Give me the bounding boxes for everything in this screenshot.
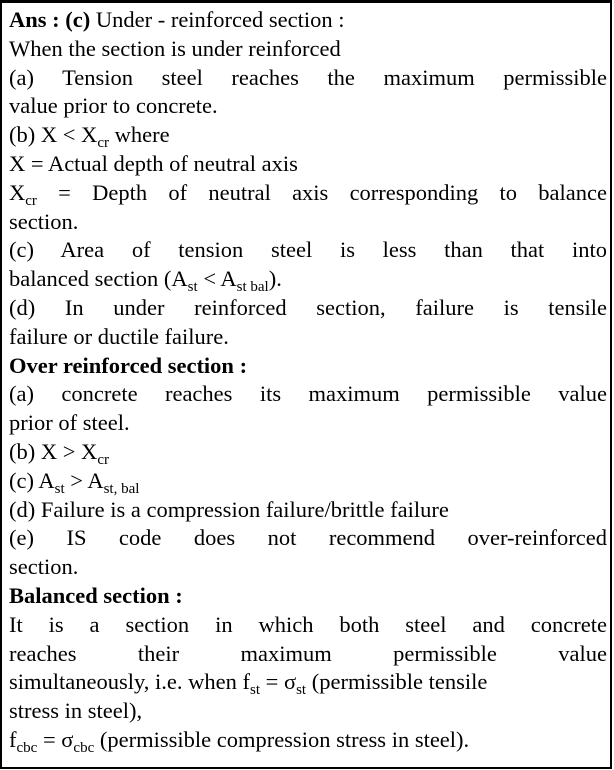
balanced-heading: Balanced section : (9, 582, 183, 608)
x-definition: X = Actual depth of neutral axis (9, 150, 298, 176)
over-a-line2: prior of steel. (9, 410, 130, 436)
balanced-line3: simultaneously, i.e. when $f_{st} = \sigma_{st}$ (permissible tensile (9, 669, 488, 699)
under-d-line2: failure or ductile failure. (9, 323, 229, 349)
balanced-line4: stress in steel), (9, 698, 143, 724)
under-b-line: (b) $X < X_{cr}$ where (9, 122, 170, 152)
balanced-line2: reaches their maximum permissible value (9, 640, 607, 666)
over-b-line: (b) $X > X_{cr}$ (9, 438, 109, 468)
under-c-line1: (c) Area of tension steel is less than that into (9, 237, 607, 263)
answer-content (9, 6, 607, 755)
under-c-line2: balanced section $(A_{st} < A_{st bal})$. (9, 266, 282, 296)
balanced-line5: $f_{cbc} = \sigma_{cbc}$ (permissible compression stress in steel). (9, 726, 470, 756)
xcr-definition-line1: $X_{cr}$ = Depth of neutral axis corresponding to balance (9, 179, 607, 209)
under-d-line1: (d) In under reinforced section, failure is tensile (9, 294, 607, 320)
over-c-line: (c) $A_{st} > A_{st, bal}$ (9, 467, 140, 497)
xcr-definition-line2: section. (9, 208, 79, 234)
under-a-line2: value prior to concrete. (9, 93, 218, 119)
over-d-line: (d) Failure is a compression failure/brittle failure (9, 496, 449, 522)
over-a-line1: (a) concrete reaches its maximum permissible value (9, 381, 607, 407)
answer-heading: Ans : (c) Under - reinforced section : (9, 7, 345, 32)
over-e-line2: section. (9, 554, 79, 580)
intro-line: When the section is under reinforced (9, 35, 341, 61)
balanced-line1: It is a section in which both steel and concrete (9, 611, 607, 637)
over-heading: Over reinforced section : (9, 352, 248, 378)
over-e-line1: (e) IS code does not recommend over-reinforced (9, 525, 607, 551)
under-a-line1: (a) Tension steel reaches the maximum permissible (9, 64, 607, 90)
